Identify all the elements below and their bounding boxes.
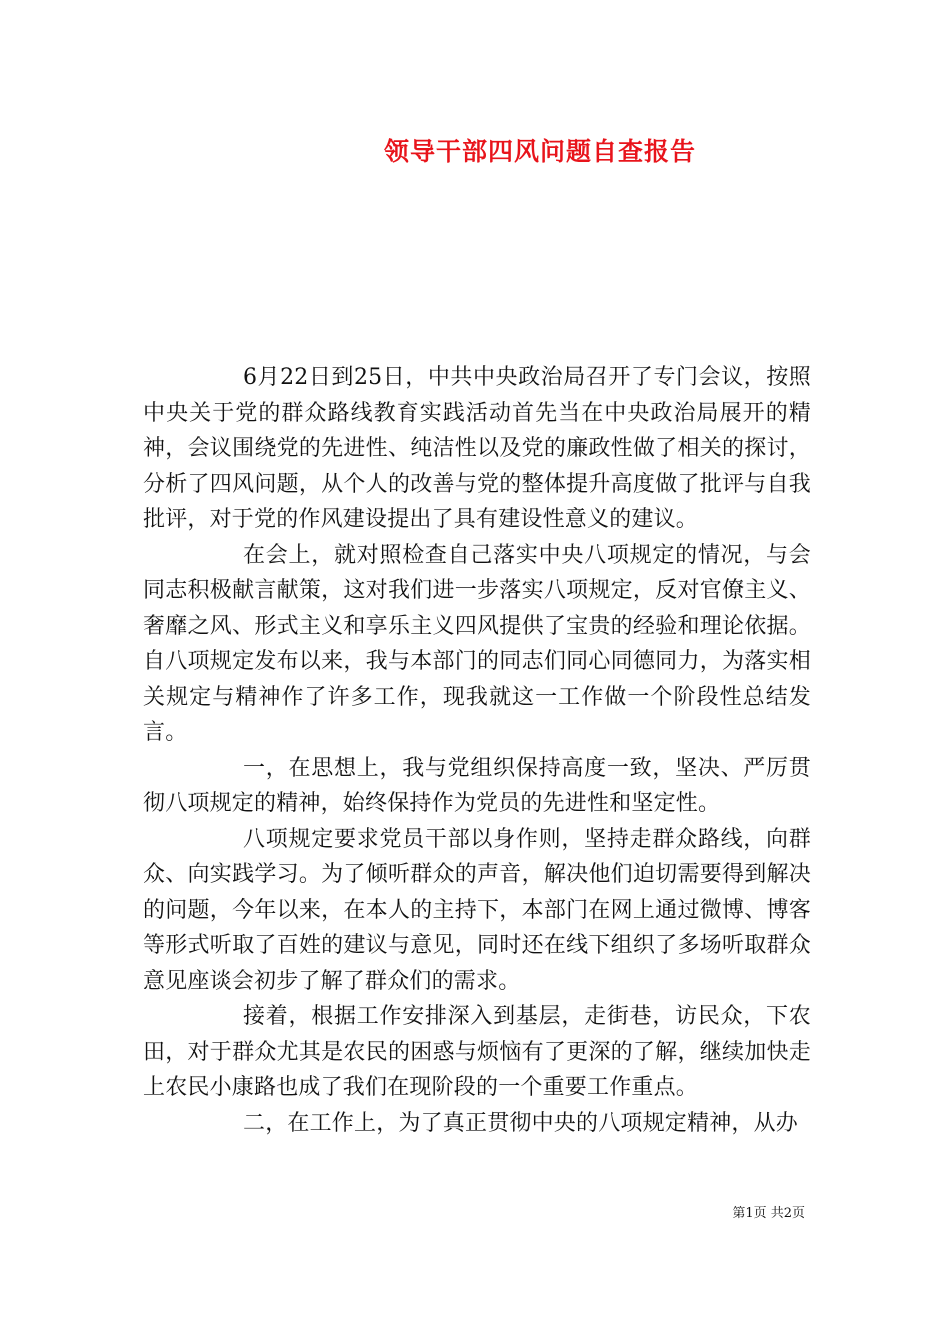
paragraph: 一，在思想上，我与党组织保持高度一致，坚决、严厉贯彻八项规定的精神，始终保持作为党员的先进性和坚定性。 [143,755,811,816]
page-footer: 第1页 共2页 [732,1206,805,1221]
paragraph: 二，在工作上，为了真正贯彻中央的八项规定精神，从办 [243,1110,799,1136]
document-title [0,132,950,168]
paragraph: 6月22日到25日，中共中央政治局召开了专门会议，按照中央关于党的群众路线教育实践活动首先当在中央政治局展开的精神，会议围绕党的先进性、纯洁性以及党的廉政性做了相关的探讨，分析了四风问题，从个人的改善与党的整体提升高度做了批评与自我批评，对于党的作风建设提出了具有建设性意义的建议。 [143,365,811,532]
paragraph: 八项规定要求党员干部以身作则，坚持走群众路线，向群众、向实践学习。为了倾听群众的声音，解决他们迫切需要得到解决的问题，今年以来，在本人的主持下，本部门在网上通过微博、博客等形式听取了百姓的建议与意见，同时还在线下组织了多场听取群众意见座谈会初步了解了群众们的需求。 [143,826,811,994]
document-body [143,360,811,1141]
document-title-text: 领导干部四风问题自查报告 [383,137,696,166]
paragraph: 接着，根据工作安排深入到基层，走街巷，访民众，下农田，对于群众尤其是农民的困惑与烦恼有了更深的了解，继续加快走上农民小康路也成了我们在现阶段的一个重要工作重点。 [143,1004,811,1100]
paragraph: 在会上，就对照检查自己落实中央八项规定的情况，与会同志积极献言献策，这对我们进一步落实八项规定，反对官僚主义、奢靡之风、形式主义和享乐主义四风提供了宝贵的经验和理论依据。自八项规定发布以来，我与本部门的同志们同心同德同力，为落实相关规定与精神作了许多工作，现我就这一工作做一个阶段性总结发言。 [143,542,811,745]
